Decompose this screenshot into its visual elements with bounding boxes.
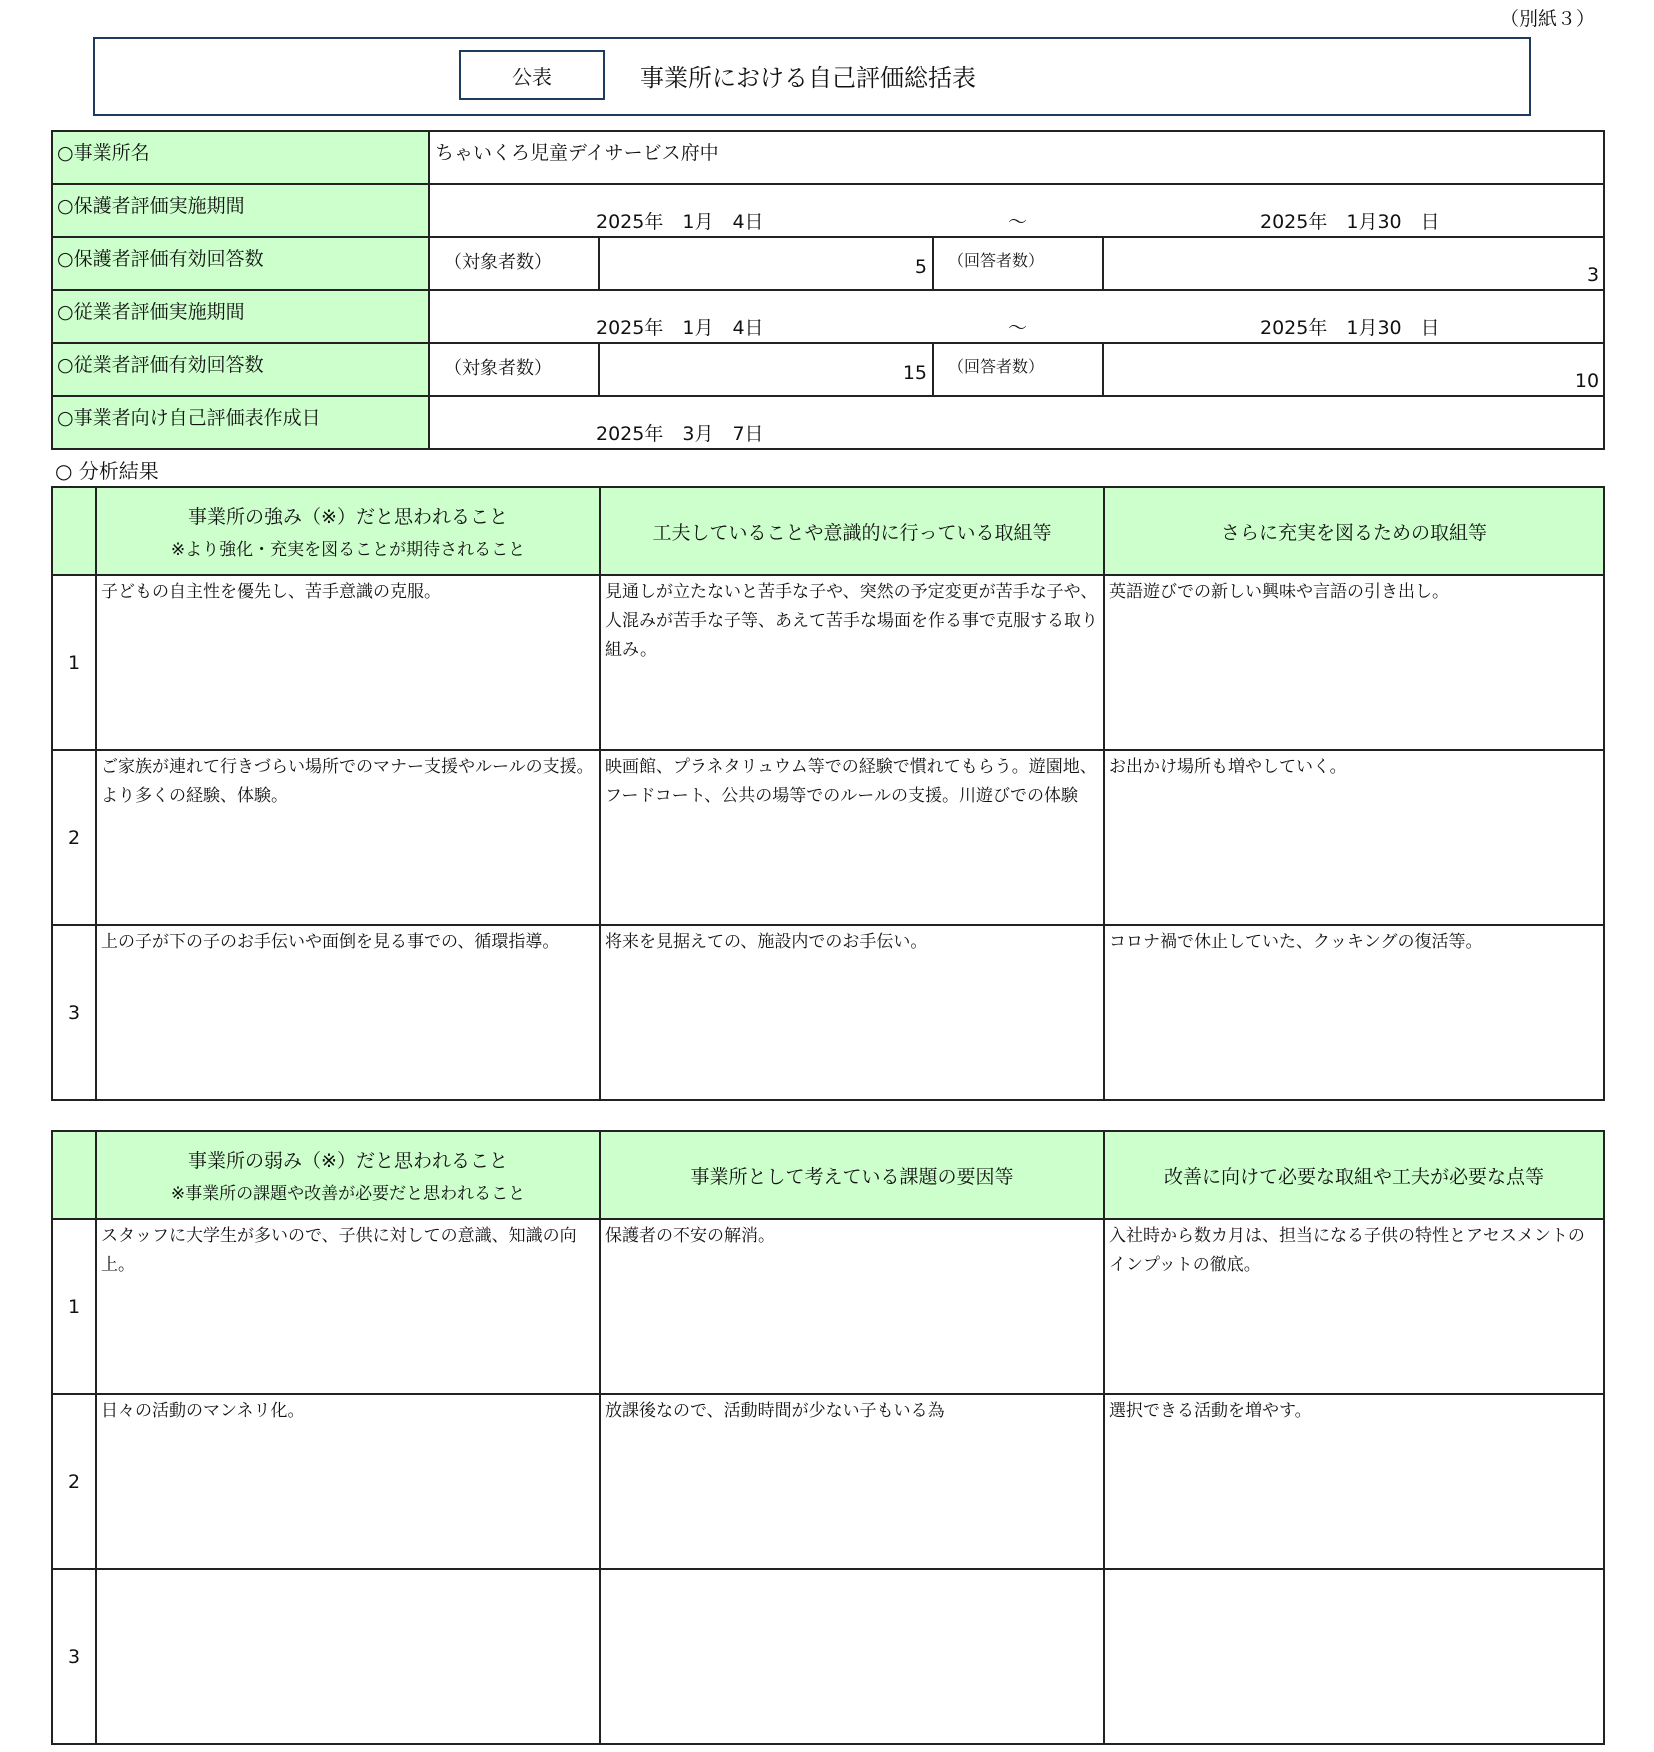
row-number: 1	[52, 575, 96, 750]
weakness-cause-text: 保護者の不安の解消。	[600, 1219, 1104, 1394]
row-number: 2	[52, 1394, 96, 1569]
parent-resp-label: （回答者数）	[933, 237, 1103, 290]
strength-effort-text: 将来を見据えての、施設内でのお手伝い。	[600, 925, 1104, 1100]
parent-resp-value: 3	[1103, 237, 1604, 290]
parent-period-end: 2025年 1月30 日	[1260, 211, 1440, 233]
row-number: 3	[52, 1569, 96, 1744]
staff-resp-label: （回答者数）	[933, 343, 1103, 396]
weaknesses-table	[51, 1130, 1605, 1745]
header-index-blank	[52, 1131, 96, 1219]
parent-period-start: 2025年 1月 4日	[596, 211, 764, 233]
staff-count-label: ○従業者評価有効回答数	[52, 343, 429, 396]
weaknesses-header-1-sub: ※事業所の課題や改善が必要だと思われること	[170, 1184, 526, 1204]
staff-target-value: 15	[599, 343, 933, 396]
created-date-label: ○事業者向け自己評価表作成日	[52, 396, 429, 449]
strengths-table	[51, 486, 1605, 1101]
page-title: 事業所における自己評価総括表	[640, 64, 976, 92]
weakness-improve-text: 選択できる活動を増やす。	[1104, 1394, 1604, 1569]
row-number: 1	[52, 1219, 96, 1394]
strengths-header-1-sub: ※より強化・充実を図ることが期待されること	[170, 540, 526, 560]
row-number: 3	[52, 925, 96, 1100]
strength-improve-text: お出かけ場所も増やしていく。	[1104, 750, 1604, 925]
weakness-cause-text	[600, 1569, 1104, 1744]
weakness-improve-text	[1104, 1569, 1604, 1744]
weaknesses-header-3: 改善に向けて必要な取組や工夫が必要な点等	[1104, 1131, 1604, 1219]
weakness-text	[96, 1569, 600, 1744]
weakness-cause-text: 放課後なので、活動時間が少ない子もいる為	[600, 1394, 1104, 1569]
staff-period-start: 2025年 1月 4日	[596, 317, 764, 339]
strength-text: 子どもの自主性を優先し、苦手意識の克服。	[96, 575, 600, 750]
weakness-text: スタッフに大学生が多いので、子供に対しての意識、知識の向上。	[96, 1219, 600, 1394]
analysis-heading: ○ 分析結果	[55, 459, 159, 483]
weaknesses-header-2: 事業所として考えている課題の要因等	[600, 1131, 1104, 1219]
staff-period-cell	[429, 290, 1604, 343]
strengths-header-2: 工夫していることや意識的に行っている取組等	[600, 487, 1104, 575]
staff-period-label: ○従業者評価実施期間	[52, 290, 429, 343]
strength-effort-text: 見通しが立たないと苦手な子や、突然の予定変更が苦手な子や、人混みが苦手な子等、あえて苦手な場面を作る事で克服する取り組み。	[600, 575, 1104, 750]
header-index-blank	[52, 487, 96, 575]
created-date-cell	[429, 396, 1604, 449]
strength-text: ご家族が連れて行きづらい場所でのマナー支援やルールの支援。より多くの経験、体験。	[96, 750, 600, 925]
weaknesses-header-1-main: 事業所の弱み（※）だと思われること	[188, 1150, 508, 1172]
parent-period-cell	[429, 184, 1604, 237]
weaknesses-header-1	[96, 1131, 600, 1219]
staff-period-separator: ～	[1008, 317, 1028, 339]
office-name-label: ○事業所名	[52, 131, 429, 184]
staff-resp-value: 10	[1103, 343, 1604, 396]
office-name-value: ちゃいくろ児童デイサービス府中	[429, 131, 1604, 184]
weakness-text: 日々の活動のマンネリ化。	[96, 1394, 600, 1569]
strengths-header-1	[96, 487, 600, 575]
strength-effort-text: 映画館、プラネタリュウム等での経験で慣れてもらう。遊園地、フードコート、公共の場等でのルールの支援。川遊びでの体験	[600, 750, 1104, 925]
strength-text: 上の子が下の子のお手伝いや面倒を見る事での、循環指導。	[96, 925, 600, 1100]
parent-target-value: 5	[599, 237, 933, 290]
strengths-header-1-main: 事業所の強み（※）だと思われること	[188, 506, 508, 528]
info-table	[51, 130, 1605, 450]
parent-period-separator: ～	[1008, 211, 1028, 233]
parent-count-label: ○保護者評価有効回答数	[52, 237, 429, 290]
row-number: 2	[52, 750, 96, 925]
parent-period-label: ○保護者評価実施期間	[52, 184, 429, 237]
public-badge: 公表	[459, 50, 605, 100]
staff-target-label: （対象者数）	[429, 343, 599, 396]
annex-label: （別紙３）	[1500, 8, 1596, 30]
strength-improve-text: 英語遊びでの新しい興味や言語の引き出し。	[1104, 575, 1604, 750]
created-date-value: 2025年 3月 7日	[596, 423, 764, 445]
staff-period-end: 2025年 1月30 日	[1260, 317, 1440, 339]
parent-target-label: （対象者数）	[429, 237, 599, 290]
weakness-improve-text: 入社時から数カ月は、担当になる子供の特性とアセスメントのインプットの徹底。	[1104, 1219, 1604, 1394]
strength-improve-text: コロナ禍で休止していた、クッキングの復活等。	[1104, 925, 1604, 1100]
strengths-header-3: さらに充実を図るための取組等	[1104, 487, 1604, 575]
